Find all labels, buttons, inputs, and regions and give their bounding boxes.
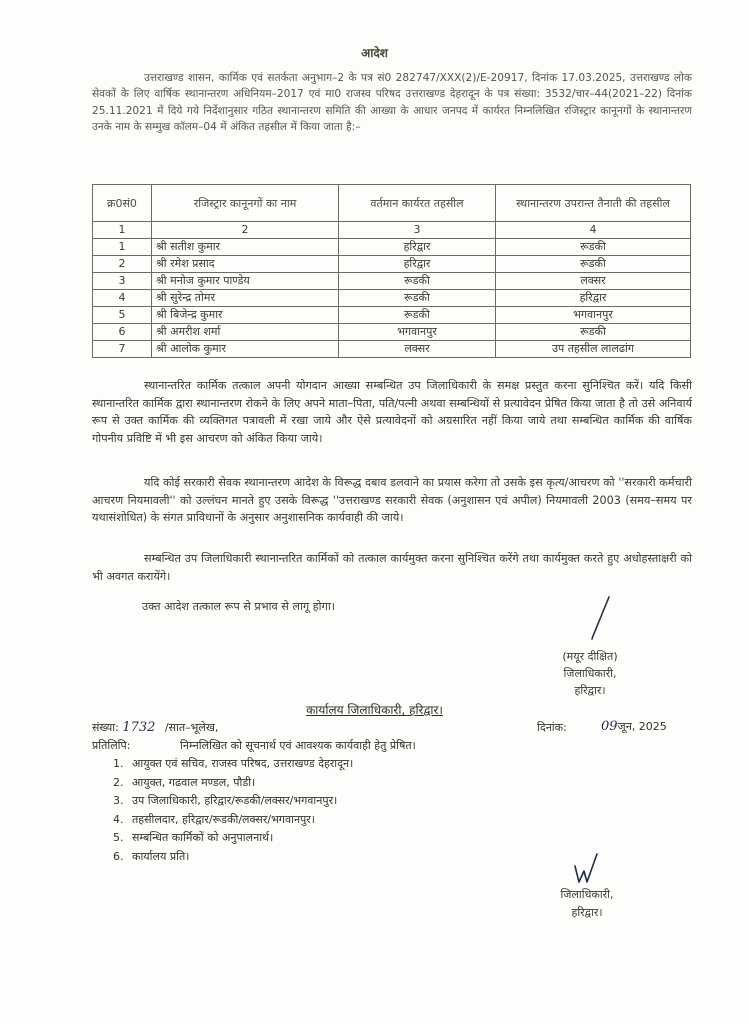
cell-sno: 7 — [93, 341, 152, 358]
pressure-text: यदि कोई सरकारी सेवक स्थानान्तरण आदेश के विरूद्ध दबाव डलवाने का प्रयास करेगा तो उसके इस कृत्य/आचरण को ''सरकारी कर्मचारी आचरण नियमावली'' को उल्लंघन मानते हुए उसके विरूद्ध ''उत्तराखण्ड सरकारी सेवक (अनुशासन एवं अपील) नियमावली 2003 (समय–समय पर यथासंशोधित) के संगत प्राविधानों के अनुसार अनुशासनिक कार्यवाही की जाये। — [92, 476, 692, 525]
handwritten-number: 1732 — [122, 720, 156, 735]
endorsement-date — [601, 719, 667, 734]
list-item — [113, 755, 353, 774]
cell-sno: 6 — [93, 324, 152, 341]
cell-current-tehsil: हरिद्वार — [339, 256, 496, 273]
cell-new-tehsil: रूडकी — [496, 324, 691, 341]
cell-name: श्री बिजेन्द्र कुमार — [152, 307, 339, 324]
cell-new-tehsil: उप तहसील लालढांग — [496, 341, 691, 358]
signatory-block — [545, 648, 635, 699]
table-row — [93, 273, 691, 290]
cell-new-tehsil: रूडकी — [496, 239, 691, 256]
number-label: संख्या: — [92, 721, 119, 734]
intro-text: उत्तराखण्ड शासन, कार्मिक एवं सतर्कता अनुभाग–2 के पत्र सं0 282747/XXX(2)/E-20917, दिनांक 17.03.2025, उत्तराखण्ड लोक सेवकों के लिए वार्षिक स्थानान्तरण अधिनियम–2017 एवं मा0 राजस्व परिषद उत्तराखण्ड देहरादून के पत्र संख्या: 3532/चार–44(2021–22) दिनांक 25.11.2021 में दिये गये निर्देशानुसार गठित स्थानान्तरण समिति की आख्या के आधार जनपद में कार्यरत निम्नलिखित रजिस्ट्रार कानूनगों के स्थानान्तरण उनके नाम के सम्मुख कॉलम–04 में अंकित तहसील में किया जाता है:– — [92, 72, 692, 134]
list-item — [113, 774, 353, 793]
intro-paragraph — [92, 70, 692, 136]
cell-sno: 3 — [93, 273, 152, 290]
table-row — [93, 256, 691, 273]
signatory-designation: जिलाधिकारी, — [563, 667, 617, 680]
table-row — [93, 324, 691, 341]
item-text: तहसीलदार, हरिद्वार/रूडकी/लक्सर/भगवानपुर। — [132, 812, 315, 826]
cell-current-tehsil: लक्सर — [339, 341, 496, 358]
cell-current-tehsil: रूडकी — [339, 307, 496, 324]
column-number: 3 — [339, 222, 496, 239]
column-number: 4 — [496, 222, 691, 239]
table-row — [93, 307, 691, 324]
office-heading: कार्यालय जिलाधिकारी, हरिद्वार। — [306, 703, 443, 717]
initials-signature-icon — [572, 852, 602, 888]
copy-text: निम्नलिखित को सूचनार्थ एवं आवश्यक कार्यवाही हेतु प्रेषित। — [180, 739, 416, 752]
cell-name: श्री मनोज कुमार पाण्डेय — [152, 273, 339, 290]
cell-new-tehsil: हरिद्वार — [496, 290, 691, 307]
cell-current-tehsil: रूडकी — [339, 273, 496, 290]
cell-name: श्री अमरीश शर्मा — [152, 324, 339, 341]
cell-name: श्री सतीश कुमार — [152, 239, 339, 256]
item-text: कार्यालय प्रति। — [132, 849, 190, 863]
cell-new-tehsil: भगवानपुर — [496, 307, 691, 324]
list-item — [113, 792, 353, 811]
item-number: 6. — [113, 849, 124, 863]
signature-mark-icon — [585, 594, 615, 642]
item-text: सम्बन्धित कार्मिकों को अनुपालनार्थ। — [132, 831, 274, 844]
endorsement-signatory-block — [552, 886, 622, 922]
header-current-tehsil: वर्तमान कार्यरत तहसील — [339, 185, 496, 222]
cell-sno: 2 — [93, 256, 152, 273]
header-sno: क्र0सं0 — [93, 185, 152, 222]
cell-current-tehsil: भगवानपुर — [339, 324, 496, 341]
cell-current-tehsil: हरिद्वार — [339, 239, 496, 256]
column-number: 1 — [93, 222, 152, 239]
item-number: 3. — [113, 794, 124, 807]
date-label: दिनांक: — [537, 721, 567, 734]
table-row — [93, 290, 691, 307]
cell-current-tehsil: रूडकी — [339, 290, 496, 307]
cell-name: श्री रमेश प्रसाद — [152, 256, 339, 273]
cell-new-tehsil: रूडकी — [496, 256, 691, 273]
date-month-year: जून, 2025 — [617, 720, 667, 733]
recipient-list — [113, 755, 353, 866]
number-suffix: /सात–भूलेख, — [164, 721, 219, 734]
cell-sno: 4 — [93, 290, 152, 307]
cell-new-tehsil: लक्सर — [496, 273, 691, 290]
item-text: उप जिलाधिकारी, हरिद्वार/रूडकी/लक्सर/भगवानपुर। — [132, 794, 338, 807]
column-number-row — [93, 222, 691, 239]
signatory-name: (मयूर दीक्षित) — [562, 650, 618, 663]
joining-text: स्थानान्तरित कार्मिक तत्काल अपनी योगदान आख्या सम्बन्धित उप जिलाधिकारी के समक्ष प्रस्तुत करना सुनिश्चित करें। यदि किसी स्थानान्तरित कार्मिक द्वारा स्थानान्तरण रोकने के लिए अपने माता–पिता, पति/पत्नी अथवा सम्बन्धियों से प्रत्यावेदन प्रेषित किया जाता है तो उसे अनिवार्य रूप से उक्त कार्मिक की व्यक्तिगत पत्रावली में रखा जाये और ऐसे प्रत्यावेदनों को अग्रसारित नहीं किया जाये तथा सम्बन्धित कार्मिक की वार्षिक गोपनीय प्रविष्टि में भी इस आचरण को अंकित किया जाये। — [92, 379, 692, 445]
effect-paragraph: उक्त आदेश तत्काल रूप से प्रभाव से लागू होगा। — [142, 600, 335, 613]
joining-instructions-paragraph — [92, 377, 692, 447]
item-text: आयुक्त, गढवाल मण्डल, पौडी। — [132, 775, 256, 789]
cell-name: श्री आलोक कुमार — [152, 341, 339, 358]
list-item — [113, 829, 353, 848]
header-name: रजिस्ट्रार कानूनगों का नाम — [152, 185, 339, 222]
relieve-instructions-paragraph — [92, 550, 692, 585]
document-title: आदेश — [361, 46, 388, 60]
endorsement-signatory-place: हरिद्वार। — [571, 906, 603, 919]
item-number: 1. — [113, 757, 124, 770]
endorsement-signatory-designation: जिलाधिकारी, — [560, 888, 614, 901]
item-number: 4. — [113, 812, 124, 826]
table-row — [93, 239, 691, 256]
pressure-warning-paragraph — [92, 474, 692, 527]
cell-name: श्री सुरेन्द्र तोमर — [152, 290, 339, 307]
item-number: 2. — [113, 775, 124, 789]
signatory-place: हरिद्वार। — [574, 684, 606, 697]
header-new-tehsil: स्थानान्तरण उपरान्त तैनाती की तहसील — [496, 185, 691, 222]
column-number: 2 — [152, 222, 339, 239]
table-header-row — [93, 185, 691, 222]
cell-sno: 1 — [93, 239, 152, 256]
cell-sno: 5 — [93, 307, 152, 324]
list-item — [113, 848, 353, 867]
item-text: आयुक्त एवं सचिव, राजस्व परिषद, उत्तराखण्ड देहरादून। — [132, 757, 354, 770]
reference-number — [92, 720, 218, 735]
table-row — [93, 341, 691, 358]
copy-label: प्रतिलिपि: — [92, 739, 131, 752]
relieve-text: सम्बन्धित उप जिलाधिकारी स्थानान्तरित कार्मिकों को तत्काल कार्यमुक्त करना सुनिश्चित करेंगे तथा कार्यमुक्त करते हुए अधोहस्ताक्षरी को भी अवगत करायेंगे। — [92, 552, 692, 583]
item-number: 5. — [113, 831, 124, 844]
list-item — [113, 811, 353, 830]
handwritten-day: 09 — [601, 719, 618, 734]
transfer-table — [92, 184, 691, 358]
